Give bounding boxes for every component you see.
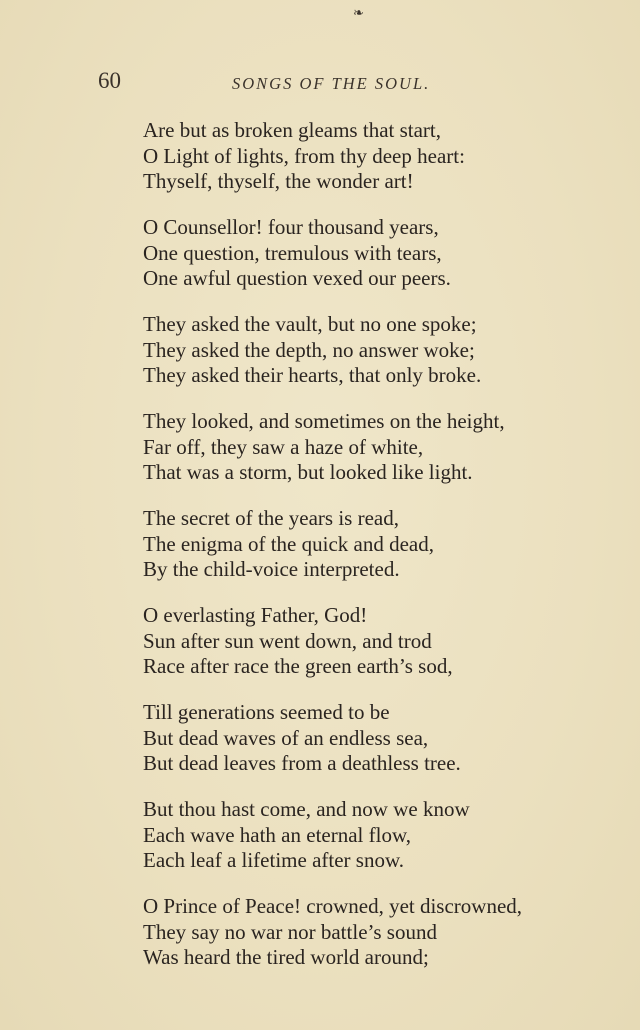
poem-line: The secret of the years is read,: [143, 506, 399, 530]
poem-body: [143, 118, 583, 991]
poem-line: Each leaf a lifetime after snow.: [143, 848, 405, 872]
running-title: SONGS OF THE SOUL.: [232, 74, 431, 93]
poem-line: Thyself, thyself, the wonder art!: [143, 169, 414, 193]
stanza: [143, 506, 583, 583]
poem-line: O everlasting Father, God!: [143, 603, 368, 627]
stanza: [143, 700, 583, 777]
poem-line: They asked their hearts, that only broke.: [143, 363, 482, 387]
poem-line: Sun after sun went down, and trod: [143, 628, 432, 653]
poem-line: O Light of lights, from thy deep heart:: [143, 143, 465, 168]
stanza: [143, 797, 583, 874]
poem-line: They asked the vault, but no one spoke;: [143, 312, 477, 336]
poem-line: O Counsellor! four thousand years,: [143, 215, 439, 239]
poem-line: But dead leaves from a deathless tree.: [143, 751, 461, 775]
page-number: 60: [98, 68, 121, 93]
poem-line: They looked, and sometimes on the height,: [143, 409, 505, 433]
poem-line: One awful question vexed our peers.: [143, 266, 451, 290]
poem-line: One question, tremulous with tears,: [143, 240, 442, 265]
poem-line: Race after race the green earth’s sod,: [143, 654, 453, 678]
poem-line: Are but as broken gleams that start,: [143, 118, 441, 142]
poem-line: But thou hast come, and now we know: [143, 797, 470, 821]
stanza: [143, 215, 583, 292]
stanza: [143, 409, 583, 486]
stanza: [143, 894, 583, 971]
poem-line: Each wave hath an eternal flow,: [143, 822, 412, 847]
ornament-mark: ❧: [353, 6, 364, 21]
stanza: [143, 312, 583, 389]
poem-line: They say no war nor battle’s sound: [143, 919, 437, 944]
poem-line: They asked the depth, no answer woke;: [143, 337, 475, 362]
poem-line: That was a storm, but looked like light.: [143, 460, 473, 484]
poem-line: Was heard the tired world around;: [143, 945, 429, 969]
stanza: [143, 118, 583, 195]
poem-line: Far off, they saw a haze of white,: [143, 434, 424, 459]
poem-line: By the child-voice interpreted.: [143, 557, 400, 581]
poem-line: Till generations seemed to be: [143, 700, 390, 724]
poem-line: O Prince of Peace! crowned, yet discrowned,: [143, 894, 523, 918]
poem-line: The enigma of the quick and dead,: [143, 531, 434, 556]
poem-line: But dead waves of an endless sea,: [143, 725, 429, 750]
stanza: [143, 603, 583, 680]
